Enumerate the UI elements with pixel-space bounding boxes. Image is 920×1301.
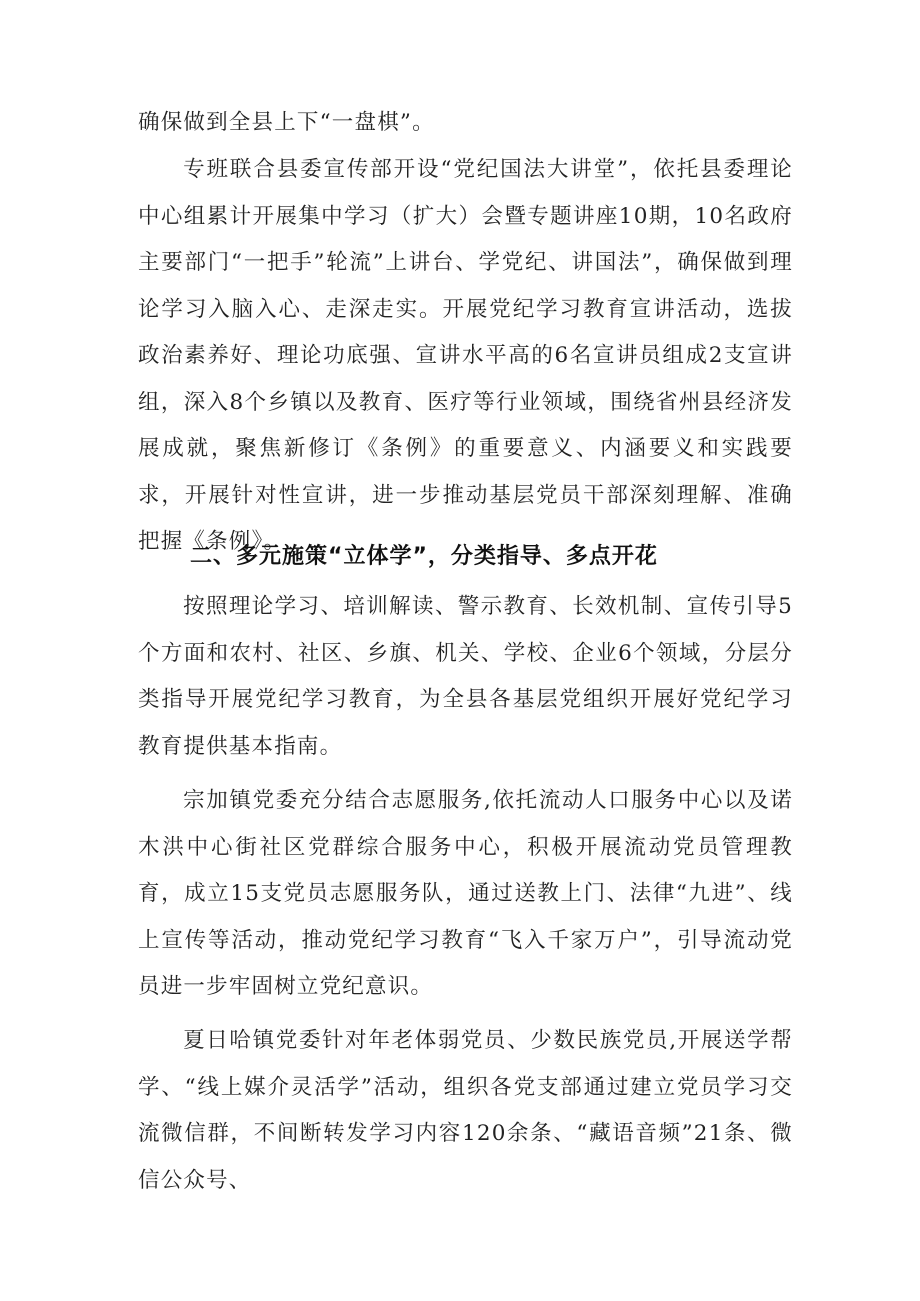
paragraph-zongjia-town: 宗加镇党委充分结合志愿服务,依托流动人口服务中心以及诺木洪中心街社区党群综合服务中心，积极开展流动党员管理教育，成立15支党员志愿服务队，通过送教上门、法律“九进”、线上宣传等活动，推动党纪学习教育“飞入千家万户”，引导流动党员进一步牢固树立党纪意识。: [138, 788, 793, 999]
paragraph-lecture-hall: 专班联合县委宣传部开设“党纪国法大讲堂”，依托县委理论中心组累计开展集中学习（扩大）会暨专题讲座10期，10名政府主要部门“一把手”轮流”上讲台、学党纪、讲国法”，确保做到理论学习入脑入心、走深走实。开展党纪学习教育宣讲活动，选拔政治素养好、理论功底强、宣讲水平高的6名宣讲员组成2支宣讲组，深入8个乡镇以及教育、医疗等行业领域，围绕省州县经济发展成就，聚焦新修订《条例》的重要意义、内涵要义和实践要求，开展针对性宣讲，进一步推动基层党员干部深刻理解、准确把握《条例》。: [138, 157, 793, 554]
paragraph-continuation: 确保做到全县上下“一盘棋”。: [138, 110, 435, 135]
paragraph-xiarihar-town: 夏日哈镇党委针对年老体弱党员、少数民族党员,开展送学帮学、“线上媒介灵活学”活动，组织各党支部通过建立党员学习交流微信群，不间断转发学习内容120余条、“藏语音频”21条、微信公众号、: [138, 1028, 793, 1193]
section-heading: 二、多元施策“立体学”，分类指导、多点开花: [190, 544, 658, 569]
paragraph-guidance: 按照理论学习、培训解读、警示教育、长效机制、宣传引导5个方面和农村、社区、乡旗、机关、学校、企业6个领域，分层分类指导开展党纪学习教育，为全县各基层党组织开展好党纪学习教育提供基本指南。: [138, 594, 793, 759]
